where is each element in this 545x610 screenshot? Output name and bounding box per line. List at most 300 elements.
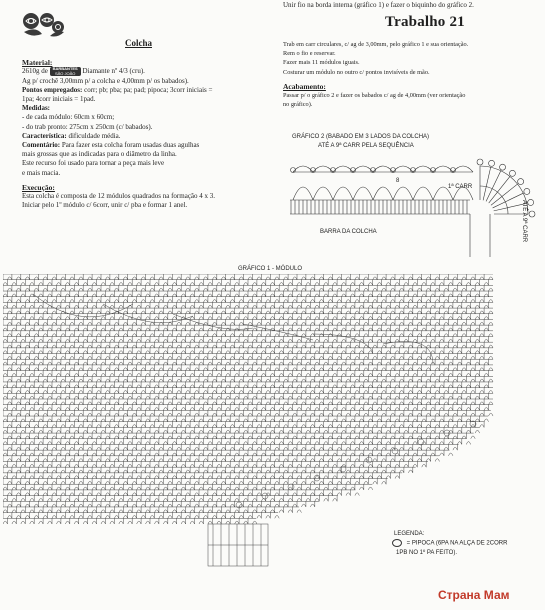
grafico1-chain [413, 294, 417, 297]
grafico1-chain [257, 277, 261, 280]
grafico1-chain [413, 464, 417, 467]
grafico1-chain [471, 334, 475, 337]
grafico1-chain [21, 430, 25, 433]
grafico1-chain [342, 476, 346, 479]
pontos-value: corr; pb; pba; pa; pad; pipoca; 3corr iniciais = [84, 85, 213, 94]
grafico1-chain [221, 493, 225, 496]
grafico1-chain [119, 521, 123, 524]
grafico1-chain [355, 390, 359, 393]
grafico2-picot [518, 179, 524, 185]
grafico1-chain [25, 470, 29, 473]
grafico1-chain [426, 425, 430, 428]
grafico1-chain [275, 493, 279, 496]
grafico1-chain [377, 317, 381, 320]
grafico1-chain [88, 481, 92, 484]
grafico1-chain [244, 419, 248, 422]
grafico1-chain [88, 515, 92, 518]
grafico1-chain [97, 322, 101, 325]
grafico1-chain [43, 459, 47, 462]
grafico1-chain [56, 476, 60, 479]
grafico1-chain [221, 390, 225, 393]
grafico1-chain [328, 470, 332, 473]
grafico1-chain [288, 339, 292, 342]
grafico1-chain [154, 498, 158, 501]
grafico1-chain [386, 464, 390, 467]
grafico1-chain [346, 322, 350, 325]
grafico1-chain [297, 317, 301, 320]
grafico1-chain [413, 430, 417, 433]
grafico1-chain [261, 339, 265, 342]
grafico1-chain [444, 425, 448, 428]
grafico1-chain [386, 351, 390, 354]
grafico1-chain [244, 351, 248, 354]
grafico1-chain [319, 425, 323, 428]
grafico1-chain [484, 305, 488, 308]
grafico1-chain [426, 436, 430, 439]
grafico1-chain [128, 328, 132, 331]
grafico1-chain [212, 311, 216, 314]
grafico1-chain [137, 283, 141, 286]
grafico1-chain [16, 425, 20, 428]
grafico1-chain [395, 362, 399, 365]
grafico1-chain [110, 453, 114, 456]
grafico1-chain [65, 385, 69, 388]
grafico1-chain [382, 436, 386, 439]
grafico1-chain [221, 288, 225, 291]
grafico1-chain [448, 305, 452, 308]
grafico1-chain [119, 487, 123, 490]
grafico1-chain [453, 413, 457, 416]
grafico1-chain [123, 288, 127, 291]
grafico1-chain [61, 379, 65, 382]
grafico1-chain [3, 351, 7, 354]
grafico1-chain [123, 515, 127, 518]
grafico1-chain [105, 425, 109, 428]
grafico1-chain [52, 425, 56, 428]
grafico1-chain [230, 447, 234, 450]
grafico1-chain [301, 379, 305, 382]
grafico1-chain [386, 396, 390, 399]
grafico1-chain [435, 334, 439, 337]
grafico1-chain [244, 339, 248, 342]
grafico1-chain [248, 390, 252, 393]
grafico1-chain [34, 379, 38, 382]
grafico1-chain [364, 481, 368, 484]
grafico1-chain [261, 453, 265, 456]
grafico1-chain [159, 447, 163, 450]
grafico1-chain [391, 368, 395, 371]
grafico1-chain [319, 368, 323, 371]
grafico1-chain [186, 436, 190, 439]
grafico1-chain [377, 453, 381, 456]
grafico1-chain [431, 408, 435, 411]
grafico1-chain [110, 373, 114, 376]
grafico1-chain [186, 345, 190, 348]
grafico1-chain [342, 317, 346, 320]
grafico1-chain [319, 322, 323, 325]
grafico1-chain [373, 277, 377, 280]
grafico1-motif [103, 304, 193, 323]
grafico1-chain [350, 362, 354, 365]
grafico1-chain [61, 288, 65, 291]
grafico1-chain [21, 408, 25, 411]
grafico1-chain [359, 305, 363, 308]
grafico1-chain [172, 294, 176, 297]
grafico1-chain [466, 396, 470, 399]
grafico1-chain [270, 294, 274, 297]
grafico1-chain [297, 442, 301, 445]
grafico1-chain [462, 356, 466, 359]
grafico1-chain [248, 402, 252, 405]
grafico1-chain [395, 294, 399, 297]
grafico1-chain [350, 328, 354, 331]
material-yarn: Diamante nº 4/3 (cru). [82, 67, 145, 76]
grafico1-chain [337, 322, 341, 325]
grafico1-chain [319, 288, 323, 291]
grafico1-chain [190, 328, 194, 331]
grafico1-chain [52, 345, 56, 348]
grafico1-chain [7, 413, 11, 416]
grafico1-chain [163, 408, 167, 411]
grafico1-chain [226, 305, 230, 308]
grafico1-chain [342, 442, 346, 445]
grafico1-chain [83, 373, 87, 376]
grafico1-chain [444, 322, 448, 325]
grafico1-chain [128, 283, 132, 286]
grafico1-chain [146, 362, 150, 365]
grafico2-arch [293, 166, 313, 172]
grafico1-chain [484, 385, 488, 388]
grafico1-chain [422, 396, 426, 399]
grafico1-chain [440, 351, 444, 354]
grafico1-chain [297, 294, 301, 297]
execucao-heading: Execução: [22, 182, 55, 192]
grafico1-chain [43, 481, 47, 484]
grafico1-chain [230, 390, 234, 393]
grafico1-chain [235, 362, 239, 365]
brand-bottom: SÃO JOÃO [54, 70, 76, 76]
grafico1-chain [471, 356, 475, 359]
grafico1-chain [457, 362, 461, 365]
grafico1-chain [440, 385, 444, 388]
grafico1-chain [105, 379, 109, 382]
grafico1-chain [435, 322, 439, 325]
grafico1-chart [3, 274, 503, 574]
grafico1-chain [457, 430, 461, 433]
grafico1-chain [417, 334, 421, 337]
grafico2-arch [353, 166, 373, 172]
grafico1-chain [61, 459, 65, 462]
grafico1-chain [65, 339, 69, 342]
grafico1-chain [61, 300, 65, 303]
grafico1-chain [444, 447, 448, 450]
grafico1-chain [195, 413, 199, 416]
grafico1-chain [306, 408, 310, 411]
grafico1-chain [270, 442, 274, 445]
grafico1-chain [480, 288, 484, 291]
grafico1-chain [177, 402, 181, 405]
grafico1-chain [431, 339, 435, 342]
grafico1-chain [382, 345, 386, 348]
grafico1-chain [146, 498, 150, 501]
grafico1-chain [257, 322, 261, 325]
grafico1-chain [457, 396, 461, 399]
grafico1-chain [110, 396, 114, 399]
grafico1-chain [123, 300, 127, 303]
grafico1-chain [288, 498, 292, 501]
grafico1-chain [431, 317, 435, 320]
grafico1-chain [74, 396, 78, 399]
grafico1-chain [88, 402, 92, 405]
grafico1-chain [413, 362, 417, 365]
grafico1-chain [337, 277, 341, 280]
grafico1-chain [342, 305, 346, 308]
grafico1-chain [208, 419, 212, 422]
grafico1-chain [208, 408, 212, 411]
grafico1-chain [163, 521, 167, 524]
page-title: Colcha [125, 38, 152, 48]
medidas-line-1: - de cada módulo: 60cm x 60cm; [22, 113, 115, 122]
grafico1-chain [43, 390, 47, 393]
grafico1-chain [30, 430, 34, 433]
grafico1-chain [39, 442, 43, 445]
grafico1-chain [186, 481, 190, 484]
grafico1-chain [154, 521, 158, 524]
grafico1-chain [172, 283, 176, 286]
grafico1-chain [168, 504, 172, 507]
grafico1-chain [110, 419, 114, 422]
grafico1-chain [279, 498, 283, 501]
grafico1-chain [25, 356, 29, 359]
grafico1-chain [25, 368, 29, 371]
grafico1-chain [79, 413, 83, 416]
grafico1-chain [368, 373, 372, 376]
grafico1-chain [154, 339, 158, 342]
grafico1-chain [79, 493, 83, 496]
grafico1-chain [132, 300, 136, 303]
grafico1-chain [70, 515, 74, 518]
grafico1-chain [275, 311, 279, 314]
grafico1-chain [337, 402, 341, 405]
grafico1-chain [310, 459, 314, 462]
grafico1-chain [480, 368, 484, 371]
grafico1-chain [364, 368, 368, 371]
grafico1-chain [12, 328, 16, 331]
grafico1-chain [101, 396, 105, 399]
grafico1-chain [395, 351, 399, 354]
grafico1-chain [119, 351, 123, 354]
grafico1-chain [275, 300, 279, 303]
grafico1-chain [261, 408, 265, 411]
grafico1-chain [110, 498, 114, 501]
grafico1-chain [301, 459, 305, 462]
grafico1-chain [408, 436, 412, 439]
grafico1-chain [39, 385, 43, 388]
grafico1-chain [310, 311, 314, 314]
grafico1-chain [252, 430, 256, 433]
grafico1-chain [154, 464, 158, 467]
grafico1-chain [342, 373, 346, 376]
grafico1-chain [199, 385, 203, 388]
grafico1-chain [177, 390, 181, 393]
grafico1-chain [355, 368, 359, 371]
grafico1-chain [3, 487, 7, 490]
grafico1-chain [297, 476, 301, 479]
grafico1-chain [128, 498, 132, 501]
grafico1-chain [239, 345, 243, 348]
grafico1-chain [141, 447, 145, 450]
grafico1-chain [279, 476, 283, 479]
grafico1-chain [172, 385, 176, 388]
grafico1-chain [391, 322, 395, 325]
grafico1-chain [30, 351, 34, 354]
grafico1-chain [186, 288, 190, 291]
grafico1-chain [377, 396, 381, 399]
grafico1-chain [457, 385, 461, 388]
grafico1-chain [16, 515, 20, 518]
grafico1-chain [123, 470, 127, 473]
grafico1-chain [128, 510, 132, 513]
grafico1-chain [212, 493, 216, 496]
grafico1-chain [471, 390, 475, 393]
grafico1-chain [221, 481, 225, 484]
grafico1-chain [83, 351, 87, 354]
grafico1-chain [355, 413, 359, 416]
grafico1-chain [34, 447, 38, 450]
grafico1-chain [74, 305, 78, 308]
grafico1-chain [79, 515, 83, 518]
grafico1-chain [150, 345, 154, 348]
grafico1-chain [355, 288, 359, 291]
grafico1-chain [368, 396, 372, 399]
grafico1-chain [114, 277, 118, 280]
grafico1-chain [355, 402, 359, 405]
grafico1-chain [310, 504, 314, 507]
grafico1-chain [39, 464, 43, 467]
grafico1-chain [110, 385, 114, 388]
grafico1-chain [97, 493, 101, 496]
grafico1-chain [386, 419, 390, 422]
grafico1-chain [466, 328, 470, 331]
grafico1-chain [21, 373, 25, 376]
grafico1-chain [195, 402, 199, 405]
grafico1-chain [391, 425, 395, 428]
grafico1-chain [30, 464, 34, 467]
grafico1-chain [230, 368, 234, 371]
grafico1-chain [105, 436, 109, 439]
grafico1-chain [404, 408, 408, 411]
grafico1-chain [297, 498, 301, 501]
grafico1-chain [199, 442, 203, 445]
grafico1-chain [137, 476, 141, 479]
grafico1-chain [284, 470, 288, 473]
grafico1-chain [239, 413, 243, 416]
grafico1-chain [39, 419, 43, 422]
grafico1-chain [355, 470, 359, 473]
comentario-line-2: mais grossas que as indicadas para o diâmetro da linha. [22, 150, 177, 159]
grafico2-arch [373, 187, 393, 200]
grafico1-chain [399, 459, 403, 462]
grafico1-chain [83, 453, 87, 456]
grafico1-chain [221, 356, 225, 359]
grafico1-chain [163, 294, 167, 297]
grafico1-chain [186, 413, 190, 416]
grafico1-chain [288, 487, 292, 490]
grafico1-chain [315, 283, 319, 286]
grafico1-chain [21, 498, 25, 501]
grafico1-chain [110, 476, 114, 479]
grafico1-chain [168, 288, 172, 291]
grafico1-chain [275, 436, 279, 439]
grafico1-chain [43, 379, 47, 382]
grafico1-chain [333, 498, 337, 501]
grafico1-chain [293, 493, 297, 496]
grafico1-chain [159, 493, 163, 496]
grafico1-chain [462, 436, 466, 439]
grafico1-chain [128, 419, 132, 422]
grafico1-chain [386, 408, 390, 411]
grafico1-chain [266, 334, 270, 337]
grafico1-chain [364, 356, 368, 359]
grafico1-chain [21, 283, 25, 286]
grafico1-chain [128, 339, 132, 342]
grafico1-chain [306, 430, 310, 433]
grafico1-chain [333, 464, 337, 467]
grafico1-chain [235, 521, 239, 524]
grafico1-chain [270, 396, 274, 399]
grafico1-chain [128, 408, 132, 411]
grafico1-chain [181, 442, 185, 445]
grafico1-chain [226, 328, 230, 331]
grafico1-chain [489, 368, 493, 371]
grafico1-chain [306, 385, 310, 388]
grafico1-chain [52, 402, 56, 405]
grafico1-chain [399, 425, 403, 428]
grafico1-chain [212, 459, 216, 462]
grafico1-chain [235, 453, 239, 456]
grafico1-chain [146, 283, 150, 286]
grafico1-chain [435, 447, 439, 450]
grafico1-chain [257, 300, 261, 303]
grafico1-chain [350, 430, 354, 433]
grafico1-chain [146, 339, 150, 342]
grafico1-chain [462, 379, 466, 382]
grafico1-chain [244, 487, 248, 490]
grafico1-chain [16, 311, 20, 314]
grafico1-chain [235, 373, 239, 376]
grafico1-chain [333, 339, 337, 342]
grafico1-chain [275, 288, 279, 291]
grafico1-chain [342, 385, 346, 388]
grafico1-chain [261, 510, 265, 513]
grafico1-chain [208, 430, 212, 433]
grafico1-chain [235, 442, 239, 445]
grafico1-chain [319, 413, 323, 416]
grafico1-chain [30, 408, 34, 411]
grafico1-chain [342, 328, 346, 331]
grafico1-chain [315, 476, 319, 479]
grafico1-chain [97, 504, 101, 507]
grafico1-chain [123, 504, 127, 507]
grafico1-chain [310, 470, 314, 473]
grafico1-chain [319, 356, 323, 359]
grafico1-chain [163, 442, 167, 445]
grafico1-chain [159, 470, 163, 473]
grafico1-chain [457, 408, 461, 411]
grafico1-chain [284, 322, 288, 325]
grafico1-chain [239, 322, 243, 325]
grafico1-chain [195, 300, 199, 303]
